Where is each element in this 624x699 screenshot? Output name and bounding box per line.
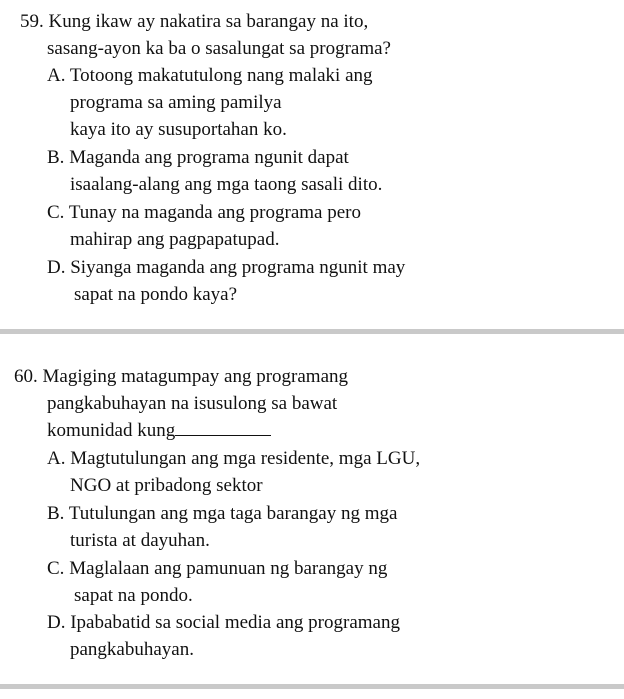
- question-number: 59. Kung ikaw ay nakatira sa barangay na ito,: [20, 11, 369, 32]
- option-a-line: kaya ito ay susuportahan ko.: [70, 119, 287, 140]
- option-a[interactable]: A. Magtutulungan ang mga residente, mga LGU,: [47, 448, 421, 469]
- option-b[interactable]: B. Tutulungan ang mga taga barangay ng mga: [47, 503, 398, 524]
- option-c[interactable]: C. Tunay na maganda ang programa pero: [47, 202, 361, 223]
- option-c-line: sapat na pondo.: [74, 585, 193, 606]
- question-stem-line: sasang-ayon ka ba o sasalungat sa programa?: [47, 38, 391, 59]
- option-b-line: turista at dayuhan.: [70, 530, 210, 551]
- option-d[interactable]: D. Siyanga maganda ang programa ngunit may: [47, 257, 406, 278]
- option-a-line: programa sa aming pamilya: [70, 92, 282, 113]
- option-a[interactable]: A. Totoong makatutulong nang malaki ang: [47, 65, 373, 86]
- option-c[interactable]: C. Maglalaan ang pamunuan ng barangay ng: [47, 558, 388, 579]
- option-d-line: pangkabuhayan.: [70, 639, 194, 660]
- question-stem-line: Magiging matagumpay ang programang: [42, 366, 349, 387]
- question-stem-line: Kung ikaw ay nakatira sa barangay na ito,: [48, 11, 369, 32]
- question-stem-line: pangkabuhayan na isusulong sa bawat: [47, 393, 338, 414]
- option-b-line: isaalang-alang ang mga taong sasali dito.: [70, 174, 383, 195]
- section-divider: [0, 684, 624, 689]
- question-stem-line: komunidad kung: [47, 417, 271, 444]
- answer-blank[interactable]: [175, 418, 271, 436]
- option-c-line: mahirap ang pagpapatupad.: [70, 229, 280, 250]
- option-d[interactable]: D. Ipababatid sa social media ang programang: [47, 612, 400, 633]
- option-a-line: NGO at pribadong sektor: [70, 475, 263, 496]
- option-d-line: sapat na pondo kaya?: [74, 284, 238, 305]
- section-divider: [0, 329, 624, 334]
- question-number: 60. Magiging matagumpay ang programang: [14, 366, 349, 387]
- option-b[interactable]: B. Maganda ang programa ngunit dapat: [47, 147, 349, 168]
